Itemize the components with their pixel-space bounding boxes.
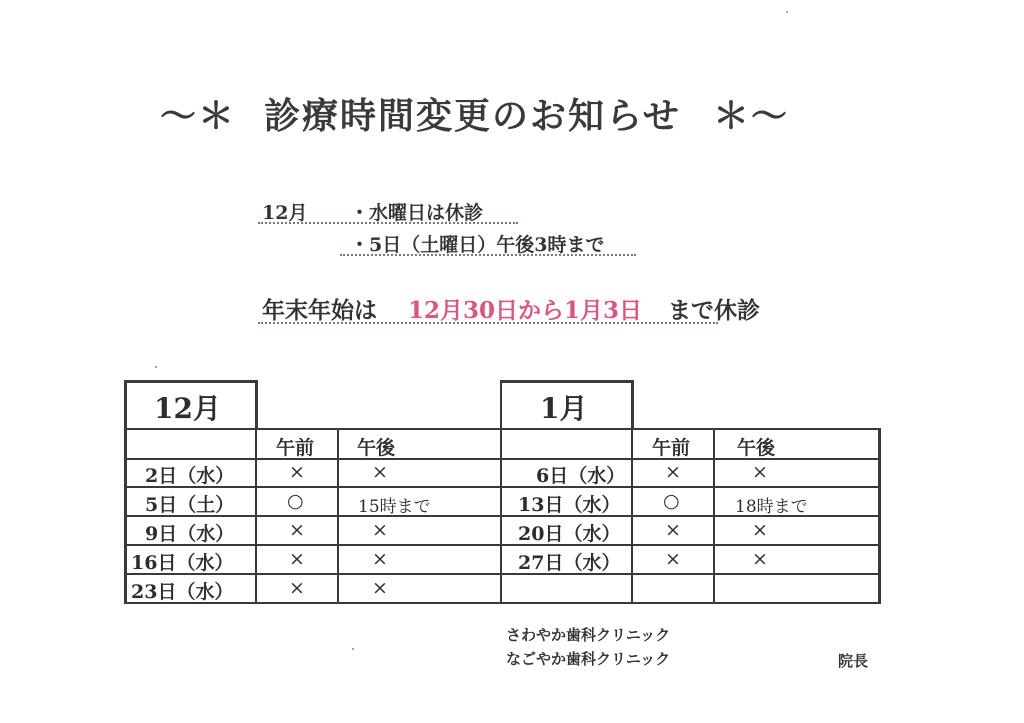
title-text: 診療時間変更のお知らせ	[264, 95, 681, 137]
dec-am-pm-divider	[337, 428, 339, 604]
dec-row-5-date: 23日（水）	[131, 581, 234, 603]
jan-row-2-pm: 18時まで	[735, 497, 808, 517]
jan-month-box-top	[500, 380, 634, 383]
clinic-name-1: さわやか歯科クリニック	[506, 626, 671, 644]
dec-row-4-am: ×	[289, 548, 305, 570]
notice-line-1: ・水曜日は休診	[350, 202, 484, 224]
dec-month-box-right	[255, 380, 258, 430]
jan-row-1-pm: ×	[752, 461, 768, 483]
director-label: 院長	[838, 652, 869, 670]
dec-row-2-am: ○	[287, 490, 304, 512]
dec-month-box-top	[124, 380, 258, 383]
notice-underline-1	[258, 222, 518, 224]
table-row-line-5	[124, 573, 881, 575]
title-left-decoration: ～＊	[160, 95, 237, 137]
jan-month-label: 1月	[540, 392, 588, 425]
dec-row-2-date: 5日（土）	[145, 494, 235, 516]
dec-row-5-am: ×	[289, 577, 305, 599]
title-right-decoration: ＊～	[712, 95, 789, 137]
dec-row-3-pm: ×	[372, 519, 388, 541]
dec-row-4-date: 16日（水）	[131, 552, 234, 574]
jan-date-divider	[631, 428, 633, 604]
dec-row-1-am: ×	[289, 461, 305, 483]
dec-row-2-pm: 15時まで	[358, 497, 431, 517]
jan-am-pm-divider	[713, 428, 715, 604]
dec-row-1-pm: ×	[372, 461, 388, 483]
page-title	[160, 88, 860, 138]
scan-speck	[786, 11, 788, 13]
notice-month-label: 12月	[262, 202, 308, 224]
table-middle-divider	[500, 380, 502, 604]
jan-row-4-date: 27日（水）	[518, 552, 621, 574]
jan-header-am: 午前	[652, 437, 691, 459]
notice-line-2: ・5日（土曜日）午後3時まで	[350, 234, 605, 256]
jan-header-pm: 午後	[737, 437, 776, 459]
scan-speck	[155, 366, 157, 368]
dec-date-divider	[255, 428, 257, 604]
holiday-prefix: 年末年始は	[262, 297, 377, 324]
clinic-name-2: なごやか歯科クリニック	[506, 650, 671, 668]
dec-row-3-am: ×	[289, 519, 305, 541]
dec-row-3-date: 9日（水）	[145, 523, 235, 545]
holiday-period: 12月30日から1月3日	[408, 297, 643, 324]
jan-row-3-date: 20日（水）	[518, 523, 621, 545]
jan-month-box-right	[631, 380, 634, 430]
dec-row-1-date: 2日（水）	[145, 465, 235, 487]
dec-row-5-pm: ×	[372, 577, 388, 599]
dec-row-4-pm: ×	[372, 548, 388, 570]
jan-row-2-am: ○	[663, 490, 680, 512]
jan-row-4-am: ×	[665, 548, 681, 570]
table-row-line-2	[124, 486, 881, 488]
jan-row-1-am: ×	[665, 461, 681, 483]
jan-row-3-pm: ×	[752, 519, 768, 541]
jan-row-4-pm: ×	[752, 548, 768, 570]
holiday-underline	[258, 322, 718, 324]
table-left-border	[124, 380, 127, 604]
scan-speck	[352, 648, 354, 650]
dec-header-am: 午前	[276, 437, 315, 459]
jan-row-2-date: 13日（水）	[518, 494, 621, 516]
dec-month-label: 12月	[154, 392, 221, 425]
table-row-line-4	[124, 544, 881, 546]
table-bottom-line	[124, 602, 881, 604]
table-header-top-line	[124, 428, 881, 430]
jan-row-3-am: ×	[665, 519, 681, 541]
dec-header-pm: 午後	[357, 437, 396, 459]
holiday-suffix: まで休診	[668, 297, 760, 324]
jan-row-1-date: 6日（水）	[536, 465, 626, 487]
notice-underline-2	[340, 254, 636, 256]
